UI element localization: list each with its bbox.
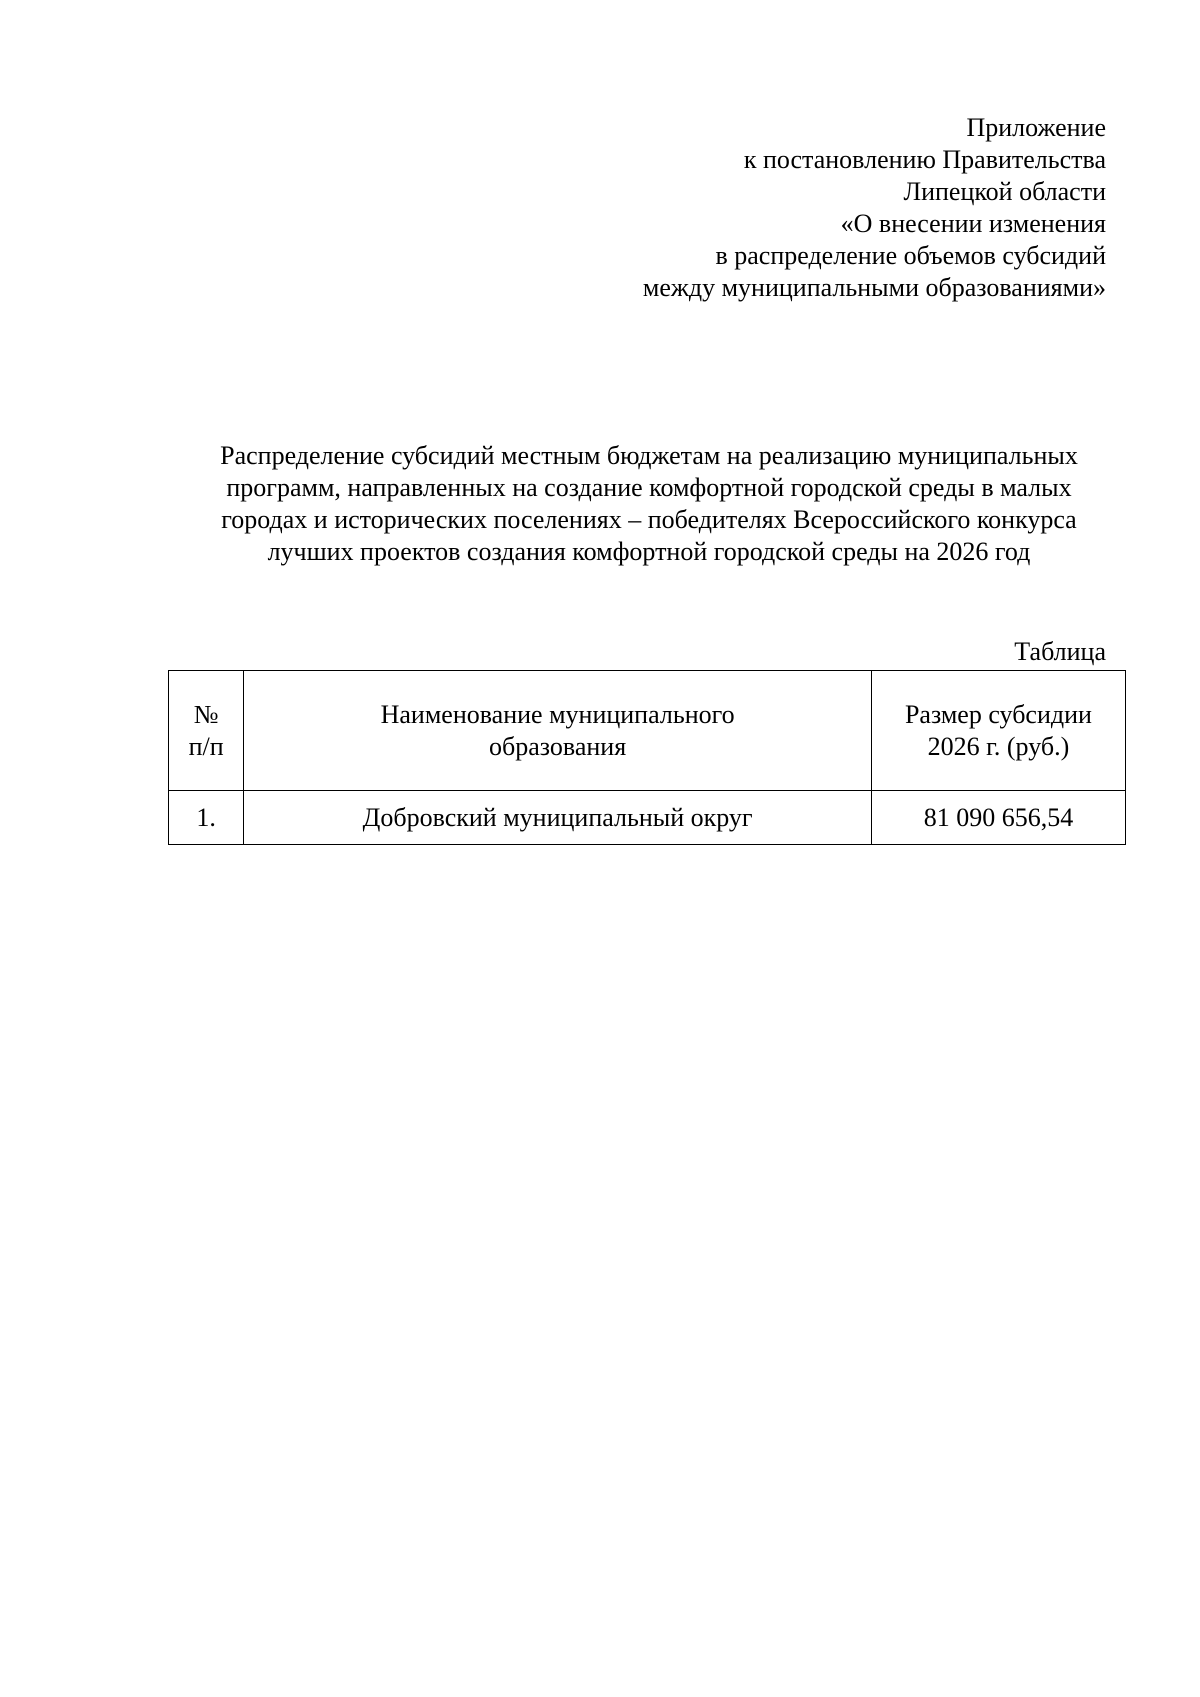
- row-name: Добровский муниципальный округ: [244, 791, 872, 845]
- subsidy-table: [168, 670, 1126, 845]
- row-amount: 81 090 656,54: [871, 791, 1125, 845]
- header-name: [244, 671, 872, 791]
- row-num: 1.: [169, 791, 244, 845]
- appendix-block: [643, 112, 1106, 304]
- header-amount-line1: Размер субсидии: [904, 699, 1092, 729]
- header-num-line1: №: [193, 699, 219, 729]
- title-line: лучших проектов создания комфортной городской среды на 2026 год: [267, 537, 1031, 566]
- appendix-line: между муниципальными образованиями»: [642, 273, 1106, 302]
- appendix-line: к постановлению Правительства: [743, 145, 1106, 174]
- appendix-line: в распределение объемов субсидий: [715, 241, 1106, 270]
- document-title: [168, 440, 1130, 568]
- header-num: [169, 671, 244, 791]
- table-header-row: [169, 671, 1126, 791]
- title-line: городах и исторических поселениях – победителях Всероссийского конкурса: [221, 505, 1077, 534]
- appendix-line: Липецкой области: [903, 177, 1106, 206]
- title-line: Распределение субсидий местным бюджетам на реализацию муниципальных: [220, 441, 1078, 470]
- header-name-line1: Наименование муниципального: [380, 699, 735, 729]
- header-name-line2: образования: [489, 731, 627, 761]
- header-num-line2: п/п: [188, 731, 224, 761]
- table-label: Таблица: [1014, 637, 1106, 666]
- title-line: программ, направленных на создание комфортной городской среды в малых: [226, 473, 1072, 502]
- header-amount: [871, 671, 1125, 791]
- table-row: [169, 791, 1126, 845]
- appendix-line: «О внесении изменения: [840, 209, 1106, 238]
- appendix-line: Приложение: [966, 113, 1106, 142]
- header-amount-line2: 2026 г. (руб.): [927, 731, 1070, 761]
